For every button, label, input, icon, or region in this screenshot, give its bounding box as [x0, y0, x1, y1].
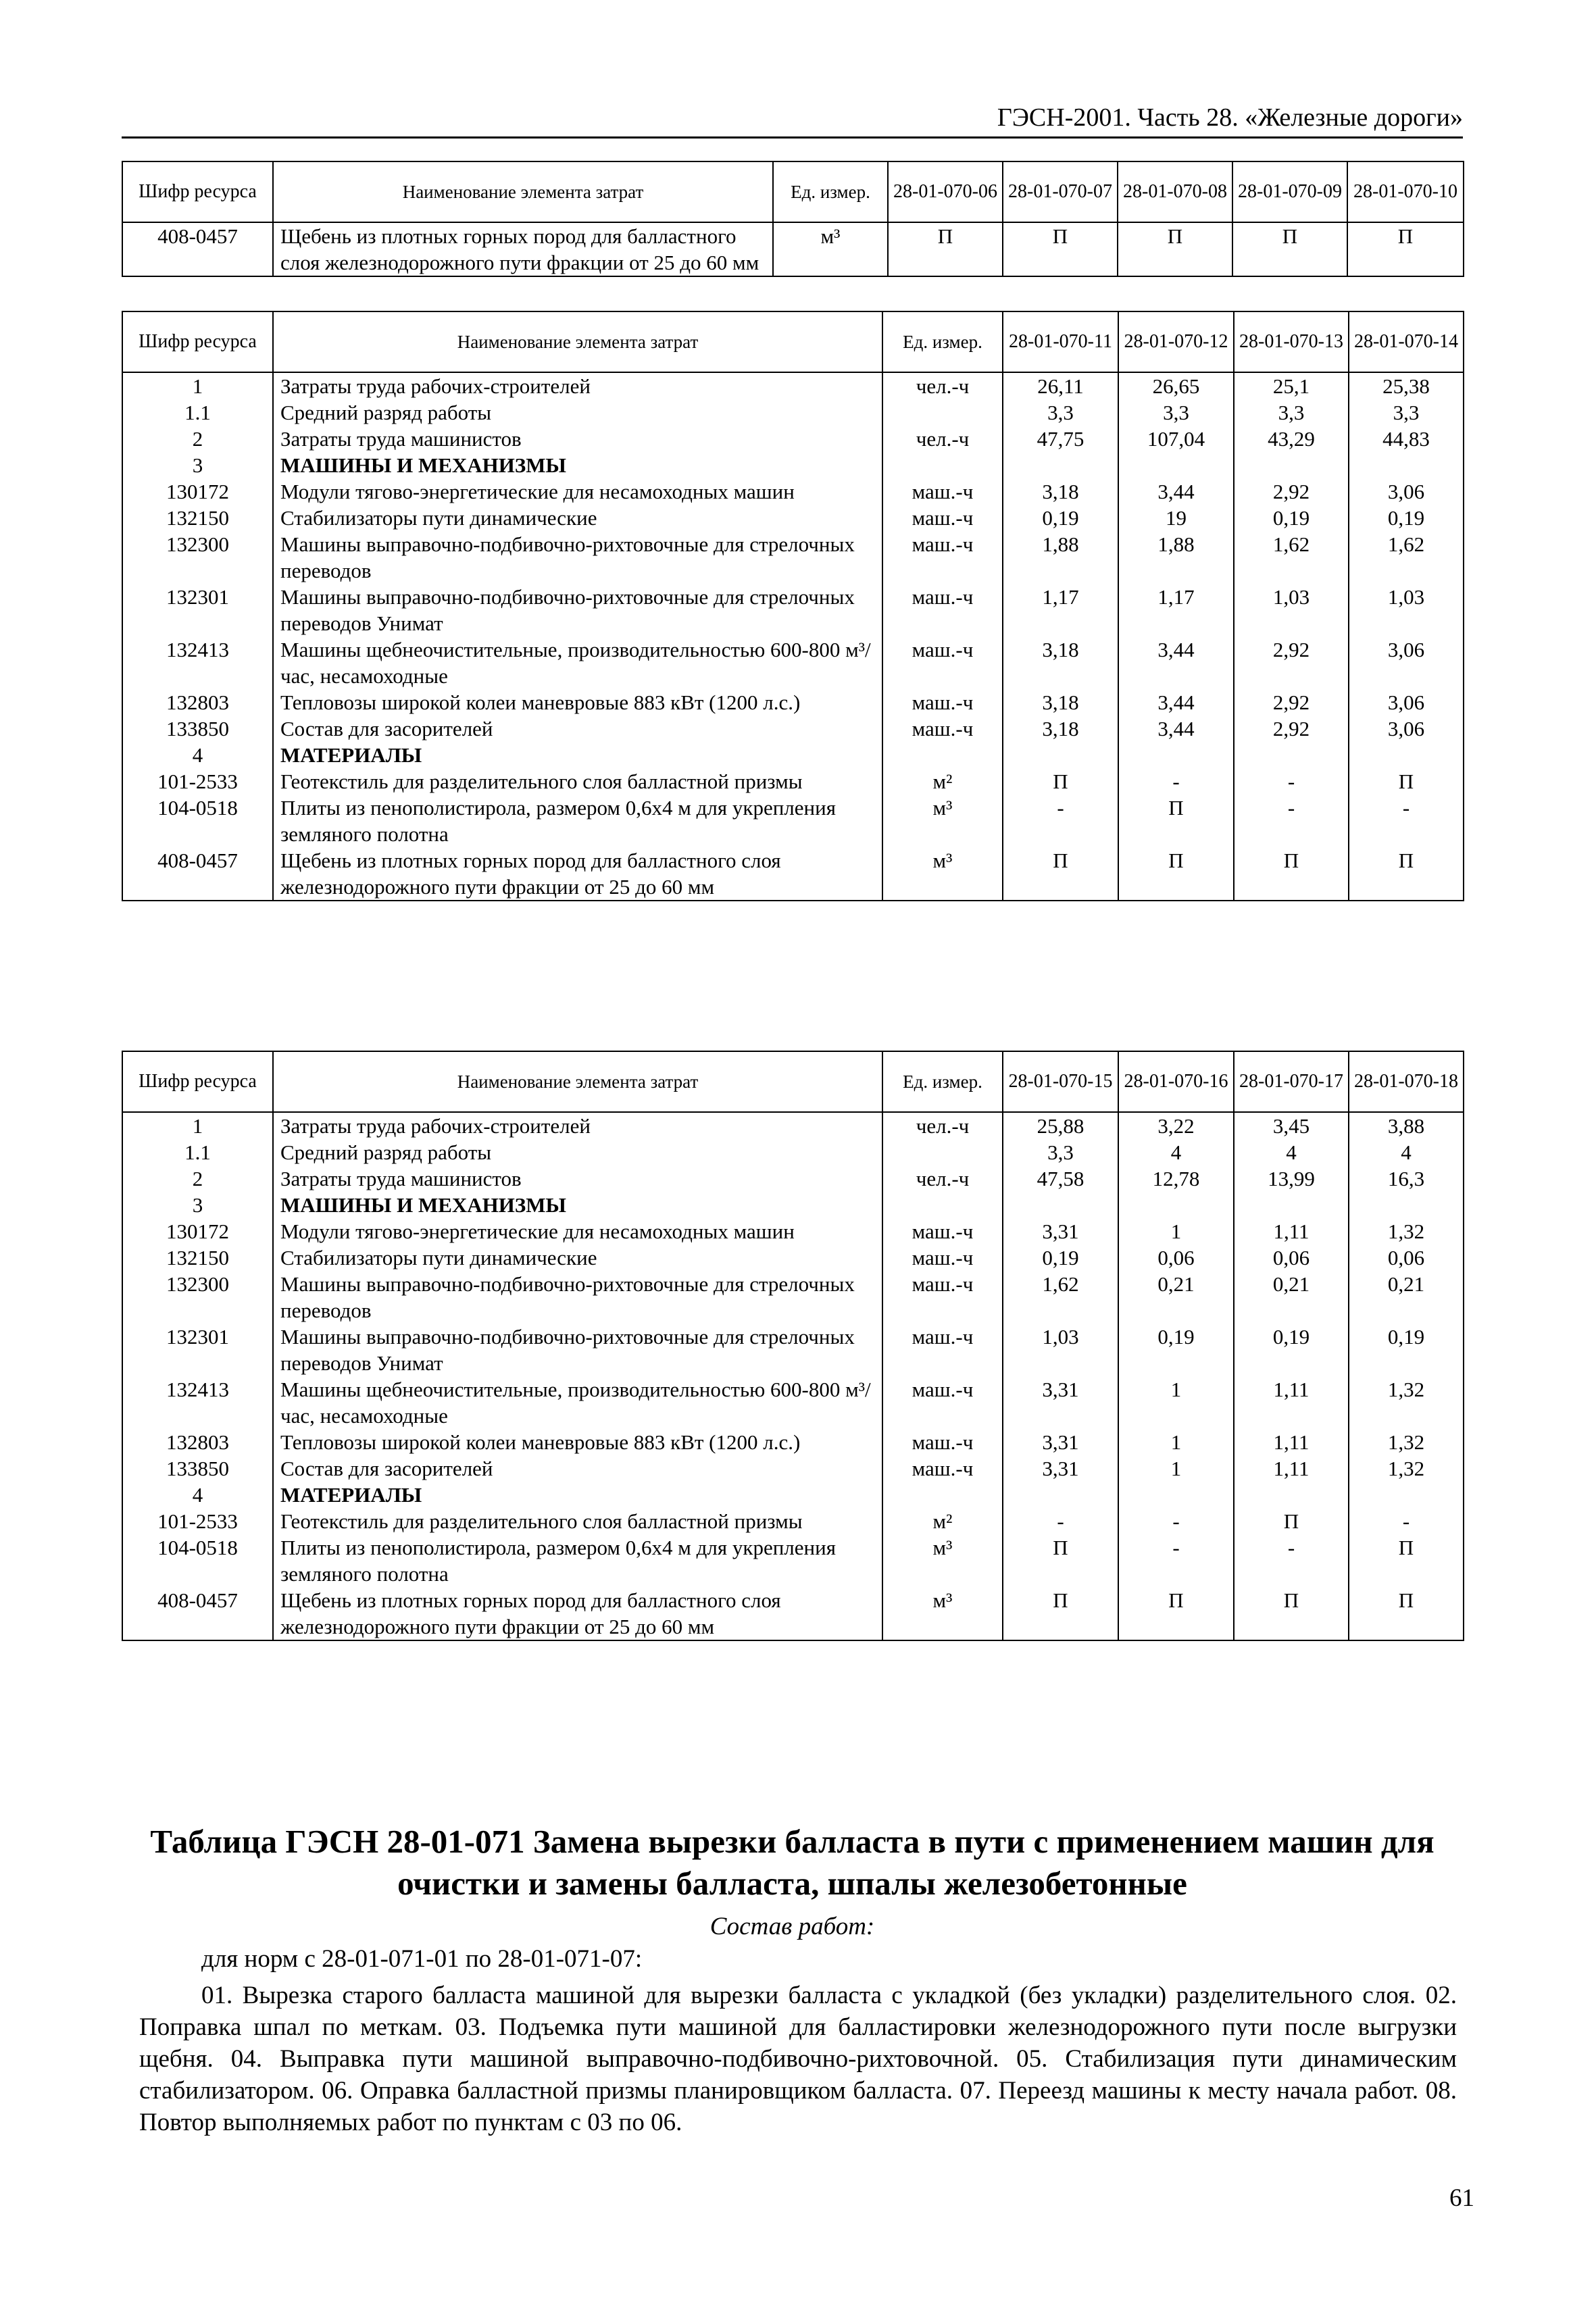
- value-cell: П: [1234, 847, 1349, 901]
- resource-code: 104-0518: [122, 795, 273, 847]
- value-cell: 3,3: [1234, 399, 1349, 426]
- cost-element-name: Машины выправочно-подбивочно-рихтовочные для стрелочных переводов Унимат: [273, 584, 882, 636]
- cost-element-name: Машины выправочно-подбивочно-рихтовочные для стрелочных переводов Унимат: [273, 1324, 882, 1376]
- cost-element-name: Затраты труда машинистов: [273, 426, 882, 452]
- value-cell: [1349, 1192, 1464, 1218]
- value-cell: 0,19: [1234, 505, 1349, 531]
- section-name: МАТЕРИАЛЫ: [273, 742, 882, 768]
- unit-cell: [882, 742, 1003, 768]
- value-cell: 107,04: [1118, 426, 1234, 452]
- column-header-norm-code: 28-01-070-18: [1349, 1051, 1464, 1112]
- value-cell: 3,18: [1003, 689, 1118, 715]
- resource-code: 3: [122, 1192, 273, 1218]
- unit-cell: м³: [882, 1587, 1003, 1640]
- value-cell: 1: [1118, 1218, 1234, 1244]
- header-row: [122, 161, 1464, 222]
- value-cell: 1,03: [1003, 1324, 1118, 1376]
- value-cell: П: [1349, 1534, 1464, 1587]
- table-row: [122, 1429, 1464, 1455]
- resource-code: 132413: [122, 1376, 273, 1429]
- running-header: ГЭСН-2001. Часть 28. «Железные дороги»: [122, 100, 1463, 139]
- value-cell: 1,62: [1349, 531, 1464, 584]
- column-header-name: Наименование элемента затрат: [273, 311, 882, 372]
- value-cell: 1,32: [1349, 1218, 1464, 1244]
- value-cell: 1: [1118, 1376, 1234, 1429]
- unit-cell: [882, 452, 1003, 478]
- value-cell: 3,3: [1003, 399, 1118, 426]
- unit-cell: маш.-ч: [882, 505, 1003, 531]
- cost-element-name: Щебень из плотных горных пород для балластного слоя железнодорожного пути фракции от 25 до 60 мм: [273, 1587, 882, 1640]
- value-cell: 3,06: [1349, 689, 1464, 715]
- value-cell: 1,11: [1234, 1218, 1349, 1244]
- value-cell: 2,92: [1234, 689, 1349, 715]
- table-row: [122, 531, 1464, 584]
- section-name: МАШИНЫ И МЕХАНИЗМЫ: [273, 1192, 882, 1218]
- value-cell: П: [1003, 847, 1118, 901]
- norms-table-2: [122, 311, 1464, 901]
- unit-cell: маш.-ч: [882, 1376, 1003, 1429]
- header-row: [122, 1051, 1464, 1112]
- value-cell: 1,11: [1234, 1376, 1349, 1429]
- cost-element-name: Средний разряд работы: [273, 1139, 882, 1165]
- resource-code: 4: [122, 742, 273, 768]
- cost-element-name: Затраты труда машинистов: [273, 1165, 882, 1192]
- unit-cell: [882, 1139, 1003, 1165]
- value-cell: 1,62: [1234, 531, 1349, 584]
- unit-cell: маш.-ч: [882, 531, 1003, 584]
- work-composition-heading: Состав работ:: [709, 1913, 875, 1940]
- value-cell: [1118, 1192, 1234, 1218]
- value-cell: [1118, 1482, 1234, 1508]
- resource-code: 1: [122, 372, 273, 399]
- value-cell: 1,88: [1003, 531, 1118, 584]
- value-cell: 3,44: [1118, 715, 1234, 742]
- resource-code: 132803: [122, 1429, 273, 1455]
- resource-code: 101-2533: [122, 768, 273, 795]
- cost-element-name: Машины щебнеочистительные, производительностью 600-800 м³/час, несамоходные: [273, 636, 882, 689]
- column-header-shifr: Шифр ресурса: [122, 311, 273, 372]
- unit-cell: чел.-ч: [882, 426, 1003, 452]
- cost-element-name: Машины щебнеочистительные, производительностью 600-800 м³/час, несамоходные: [273, 1376, 882, 1429]
- cost-element-name: Модули тягово-энергетические для несамоходных машин: [273, 1218, 882, 1244]
- cost-element-name: Тепловозы широкой колеи маневровые 883 кВт (1200 л.с.): [273, 689, 882, 715]
- unit-cell: маш.-ч: [882, 715, 1003, 742]
- value-cell: [1118, 452, 1234, 478]
- resource-code: 408-0457: [122, 847, 273, 901]
- resource-code: 1.1: [122, 1139, 273, 1165]
- table-row: [122, 399, 1464, 426]
- unit-cell: м³: [882, 1534, 1003, 1587]
- value-cell: 1,03: [1349, 584, 1464, 636]
- value-cell: [1003, 1192, 1118, 1218]
- cost-element-name: Щебень из плотных горных пород для балластного слоя железнодорожного пути фракции от 25 до 60 мм: [273, 222, 773, 276]
- resource-code: 130172: [122, 1218, 273, 1244]
- resource-code: 2: [122, 426, 273, 452]
- resource-code: 132413: [122, 636, 273, 689]
- value-cell: 0,19: [1003, 505, 1118, 531]
- cost-element-name: Машины выправочно-подбивочно-рихтовочные для стрелочных переводов: [273, 531, 882, 584]
- unit-cell: маш.-ч: [882, 1244, 1003, 1271]
- resource-code: 4: [122, 1482, 273, 1508]
- cost-element-name: Плиты из пенополистирола, размером 0,6х4 м для укрепления земляного полотна: [273, 1534, 882, 1587]
- table-row: [122, 1112, 1464, 1139]
- value-cell: -: [1349, 795, 1464, 847]
- column-header-unit: Ед. измер.: [882, 1051, 1003, 1112]
- column-header-unit: Ед. измер.: [773, 161, 888, 222]
- unit-cell: маш.-ч: [882, 1218, 1003, 1244]
- norms-scope: для норм с 28-01-071-01 по 28-01-071-07:: [201, 1945, 643, 1973]
- table-row: [122, 847, 1464, 901]
- table-row: [122, 1271, 1464, 1324]
- value-cell: -: [1003, 1508, 1118, 1534]
- unit-cell: маш.-ч: [882, 689, 1003, 715]
- value-cell: 0,19: [1118, 1324, 1234, 1376]
- value-cell: 3,31: [1003, 1429, 1118, 1455]
- column-header-norm-code: 28-01-070-10: [1347, 161, 1464, 222]
- column-header-shifr: Шифр ресурса: [122, 161, 273, 222]
- resource-code: 408-0457: [122, 1587, 273, 1640]
- value-cell: П: [1003, 1534, 1118, 1587]
- unit-cell: чел.-ч: [882, 372, 1003, 399]
- section-title-line-1: Таблица ГЭСН 28-01-071 Замена вырезки балласта в пути с применением машин для: [150, 1823, 1435, 1860]
- value-cell: [1349, 742, 1464, 768]
- value-cell: 1,11: [1234, 1429, 1349, 1455]
- value-cell: 25,88: [1003, 1112, 1118, 1139]
- cost-element-name: Модули тягово-энергетические для несамоходных машин: [273, 478, 882, 505]
- value-cell: 0,06: [1234, 1244, 1349, 1271]
- resource-code: 133850: [122, 715, 273, 742]
- value-cell: [1003, 1482, 1118, 1508]
- value-cell: [1234, 742, 1349, 768]
- table-row: [122, 584, 1464, 636]
- column-header-norm-code: 28-01-070-13: [1234, 311, 1349, 372]
- column-header-norm-code: 28-01-070-11: [1003, 311, 1118, 372]
- work-composition-text: 01. Вырезка старого балласта машиной для вырезки балласта с укладкой (без укладки) разделительного слоя. 02. Поправка шпал по меткам. 03. Подъемка пути машиной для балластировки железнодорожного пути после выгрузки щебня. 04. Выправка пути машиной выправочно-подбивочно-рихтовочной. 05. Стабилизация пути динамическим стабилизатором. 06. Оправка балластной призмы планировщиком балласта. 07. Переезд машины к месту начала работ. 08. Повтор выполняемых работ по пунктам с 03 по 06.: [139, 1982, 1457, 2136]
- table-row: [122, 1508, 1464, 1534]
- column-header-norm-code: 28-01-070-09: [1232, 161, 1347, 222]
- cost-element-name: Затраты труда рабочих-строителей: [273, 1112, 882, 1139]
- unit-cell: маш.-ч: [882, 584, 1003, 636]
- value-cell: 2,92: [1234, 636, 1349, 689]
- table-row: [122, 1534, 1464, 1587]
- table-row: [122, 1165, 1464, 1192]
- resource-code: 104-0518: [122, 1534, 273, 1587]
- norms-table-3: [122, 1051, 1464, 1641]
- resource-code: 132301: [122, 1324, 273, 1376]
- value-cell: [1234, 452, 1349, 478]
- value-cell: П: [1234, 1587, 1349, 1640]
- value-cell: [1349, 452, 1464, 478]
- value-cell: 3,18: [1003, 478, 1118, 505]
- unit-cell: маш.-ч: [882, 478, 1003, 505]
- column-header-norm-code: 28-01-070-06: [888, 161, 1003, 222]
- value-cell: -: [1234, 1534, 1349, 1587]
- table-row: [122, 478, 1464, 505]
- value-cell: 1,03: [1234, 584, 1349, 636]
- value-cell: 3,22: [1118, 1112, 1234, 1139]
- value-cell: 13,99: [1234, 1165, 1349, 1192]
- resource-code: 1.1: [122, 399, 273, 426]
- value-cell: 3,31: [1003, 1376, 1118, 1429]
- value-cell: 25,1: [1234, 372, 1349, 399]
- unit-cell: маш.-ч: [882, 1429, 1003, 1455]
- value-cell: 1,88: [1118, 531, 1234, 584]
- value-cell: П: [888, 222, 1003, 276]
- value-cell: 2,92: [1234, 478, 1349, 505]
- column-header-shifr: Шифр ресурса: [122, 1051, 273, 1112]
- value-cell: -: [1118, 768, 1234, 795]
- header-row: [122, 311, 1464, 372]
- value-cell: 4: [1234, 1139, 1349, 1165]
- table-row: [122, 222, 1464, 276]
- cost-element-name: Тепловозы широкой колеи маневровые 883 кВт (1200 л.с.): [273, 1429, 882, 1455]
- table-row: [122, 1192, 1464, 1218]
- unit-cell: [882, 1192, 1003, 1218]
- value-cell: 3,44: [1118, 689, 1234, 715]
- section-title: [122, 1821, 1463, 1905]
- resource-code: 2: [122, 1165, 273, 1192]
- unit-cell: м²: [882, 1508, 1003, 1534]
- value-cell: 47,58: [1003, 1165, 1118, 1192]
- resource-code: 408-0457: [122, 222, 273, 276]
- table-row: [122, 1455, 1464, 1482]
- column-header-norm-code: 28-01-070-08: [1118, 161, 1232, 222]
- unit-cell: м³: [773, 222, 888, 276]
- table-row: [122, 1218, 1464, 1244]
- value-cell: 3,06: [1349, 478, 1464, 505]
- cost-element-name: Стабилизаторы пути динамические: [273, 505, 882, 531]
- resource-code: 130172: [122, 478, 273, 505]
- value-cell: 1,62: [1003, 1271, 1118, 1324]
- cost-element-name: Машины выправочно-подбивочно-рихтовочные для стрелочных переводов: [273, 1271, 882, 1324]
- value-cell: П: [1232, 222, 1347, 276]
- value-cell: 19: [1118, 505, 1234, 531]
- column-header-norm-code: 28-01-070-14: [1349, 311, 1464, 372]
- cost-element-name: Щебень из плотных горных пород для балластного слоя железнодорожного пути фракции от 25 до 60 мм: [273, 847, 882, 901]
- value-cell: П: [1003, 768, 1118, 795]
- value-cell: 0,21: [1118, 1271, 1234, 1324]
- cost-element-name: Состав для засорителей: [273, 1455, 882, 1482]
- norms-table-1: [122, 161, 1464, 277]
- unit-cell: чел.-ч: [882, 1165, 1003, 1192]
- unit-cell: чел.-ч: [882, 1112, 1003, 1139]
- value-cell: П: [1118, 1587, 1234, 1640]
- cost-element-name: Геотекстиль для разделительного слоя балластной призмы: [273, 1508, 882, 1534]
- value-cell: 3,3: [1349, 399, 1464, 426]
- value-cell: 3,06: [1349, 715, 1464, 742]
- table-row: [122, 636, 1464, 689]
- unit-cell: [882, 1482, 1003, 1508]
- column-header-norm-code: 28-01-070-15: [1003, 1051, 1118, 1112]
- resource-code: 1: [122, 1112, 273, 1139]
- value-cell: [1003, 452, 1118, 478]
- section-title-line-2: очистки и замены балласта, шпалы железобетонные: [397, 1865, 1187, 1902]
- unit-cell: маш.-ч: [882, 1324, 1003, 1376]
- table-row: [122, 715, 1464, 742]
- value-cell: 44,83: [1349, 426, 1464, 452]
- value-cell: 25,38: [1349, 372, 1464, 399]
- value-cell: 3,88: [1349, 1112, 1464, 1139]
- table-row: [122, 742, 1464, 768]
- resource-code: 132803: [122, 689, 273, 715]
- value-cell: П: [1118, 847, 1234, 901]
- value-cell: 3,3: [1118, 399, 1234, 426]
- table-row: [122, 1482, 1464, 1508]
- value-cell: П: [1349, 847, 1464, 901]
- value-cell: 3,18: [1003, 636, 1118, 689]
- cost-element-name: Плиты из пенополистирола, размером 0,6х4 м для укрепления земляного полотна: [273, 795, 882, 847]
- value-cell: П: [1234, 1508, 1349, 1534]
- value-cell: 1,11: [1234, 1455, 1349, 1482]
- value-cell: 1,32: [1349, 1455, 1464, 1482]
- value-cell: -: [1118, 1534, 1234, 1587]
- section-name: МАШИНЫ И МЕХАНИЗМЫ: [273, 452, 882, 478]
- value-cell: П: [1349, 1587, 1464, 1640]
- value-cell: 1,17: [1118, 584, 1234, 636]
- value-cell: 0,19: [1349, 505, 1464, 531]
- unit-cell: маш.-ч: [882, 1455, 1003, 1482]
- value-cell: 0,21: [1349, 1271, 1464, 1324]
- table-row: [122, 1139, 1464, 1165]
- value-cell: 1,32: [1349, 1376, 1464, 1429]
- unit-cell: маш.-ч: [882, 1271, 1003, 1324]
- unit-cell: [882, 399, 1003, 426]
- column-header-norm-code: 28-01-070-16: [1118, 1051, 1234, 1112]
- value-cell: -: [1234, 768, 1349, 795]
- value-cell: 1,32: [1349, 1429, 1464, 1455]
- value-cell: П: [1003, 1587, 1118, 1640]
- value-cell: П: [1347, 222, 1464, 276]
- value-cell: 0,19: [1234, 1324, 1349, 1376]
- value-cell: 26,11: [1003, 372, 1118, 399]
- resource-code: 132300: [122, 531, 273, 584]
- table-row: [122, 505, 1464, 531]
- column-header-unit: Ед. измер.: [882, 311, 1003, 372]
- value-cell: 47,75: [1003, 426, 1118, 452]
- value-cell: 0,21: [1234, 1271, 1349, 1324]
- value-cell: 0,06: [1118, 1244, 1234, 1271]
- resource-code: 132150: [122, 1244, 273, 1271]
- resource-code: 132301: [122, 584, 273, 636]
- value-cell: [1234, 1192, 1349, 1218]
- value-cell: П: [1003, 222, 1118, 276]
- table-row: [122, 1244, 1464, 1271]
- column-header-name: Наименование элемента затрат: [273, 161, 773, 222]
- value-cell: 1: [1118, 1455, 1234, 1482]
- value-cell: 0,19: [1003, 1244, 1118, 1271]
- value-cell: 2,92: [1234, 715, 1349, 742]
- value-cell: 0,19: [1349, 1324, 1464, 1376]
- value-cell: 1,17: [1003, 584, 1118, 636]
- column-header-norm-code: 28-01-070-17: [1234, 1051, 1349, 1112]
- value-cell: 4: [1349, 1139, 1464, 1165]
- table-row: [122, 1324, 1464, 1376]
- value-cell: 1: [1118, 1429, 1234, 1455]
- value-cell: 3,3: [1003, 1139, 1118, 1165]
- value-cell: П: [1349, 768, 1464, 795]
- value-cell: 12,78: [1118, 1165, 1234, 1192]
- resource-code: 132300: [122, 1271, 273, 1324]
- value-cell: 3,44: [1118, 636, 1234, 689]
- value-cell: [1349, 1482, 1464, 1508]
- value-cell: 3,31: [1003, 1455, 1118, 1482]
- unit-cell: маш.-ч: [882, 636, 1003, 689]
- value-cell: 3,44: [1118, 478, 1234, 505]
- table-row: [122, 372, 1464, 399]
- table-row: [122, 426, 1464, 452]
- value-cell: -: [1234, 795, 1349, 847]
- resource-code: 132150: [122, 505, 273, 531]
- value-cell: 4: [1118, 1139, 1234, 1165]
- value-cell: 3,45: [1234, 1112, 1349, 1139]
- value-cell: 26,65: [1118, 372, 1234, 399]
- value-cell: П: [1118, 222, 1232, 276]
- value-cell: [1003, 742, 1118, 768]
- resource-code: 101-2533: [122, 1508, 273, 1534]
- value-cell: 3,06: [1349, 636, 1464, 689]
- value-cell: 43,29: [1234, 426, 1349, 452]
- value-cell: П: [1118, 795, 1234, 847]
- resource-code: 3: [122, 452, 273, 478]
- page-number: 61: [1449, 2184, 1474, 2212]
- table-row: [122, 689, 1464, 715]
- value-cell: [1234, 1482, 1349, 1508]
- table-row: [122, 768, 1464, 795]
- value-cell: -: [1118, 1508, 1234, 1534]
- table-row: [122, 452, 1464, 478]
- value-cell: 3,18: [1003, 715, 1118, 742]
- table-row: [122, 1587, 1464, 1640]
- value-cell: 16,3: [1349, 1165, 1464, 1192]
- resource-code: 133850: [122, 1455, 273, 1482]
- column-header-norm-code: 28-01-070-12: [1118, 311, 1234, 372]
- cost-element-name: Состав для засорителей: [273, 715, 882, 742]
- value-cell: -: [1003, 795, 1118, 847]
- value-cell: 0,06: [1349, 1244, 1464, 1271]
- column-header-name: Наименование элемента затрат: [273, 1051, 882, 1112]
- section-name: МАТЕРИАЛЫ: [273, 1482, 882, 1508]
- value-cell: -: [1349, 1508, 1464, 1534]
- column-header-norm-code: 28-01-070-07: [1003, 161, 1118, 222]
- unit-cell: м³: [882, 795, 1003, 847]
- value-cell: [1118, 742, 1234, 768]
- cost-element-name: Средний разряд работы: [273, 399, 882, 426]
- unit-cell: м³: [882, 847, 1003, 901]
- table-row: [122, 795, 1464, 847]
- table-row: [122, 1376, 1464, 1429]
- cost-element-name: Затраты труда рабочих-строителей: [273, 372, 882, 399]
- value-cell: 3,31: [1003, 1218, 1118, 1244]
- unit-cell: м²: [882, 768, 1003, 795]
- cost-element-name: Геотекстиль для разделительного слоя балластной призмы: [273, 768, 882, 795]
- cost-element-name: Стабилизаторы пути динамические: [273, 1244, 882, 1271]
